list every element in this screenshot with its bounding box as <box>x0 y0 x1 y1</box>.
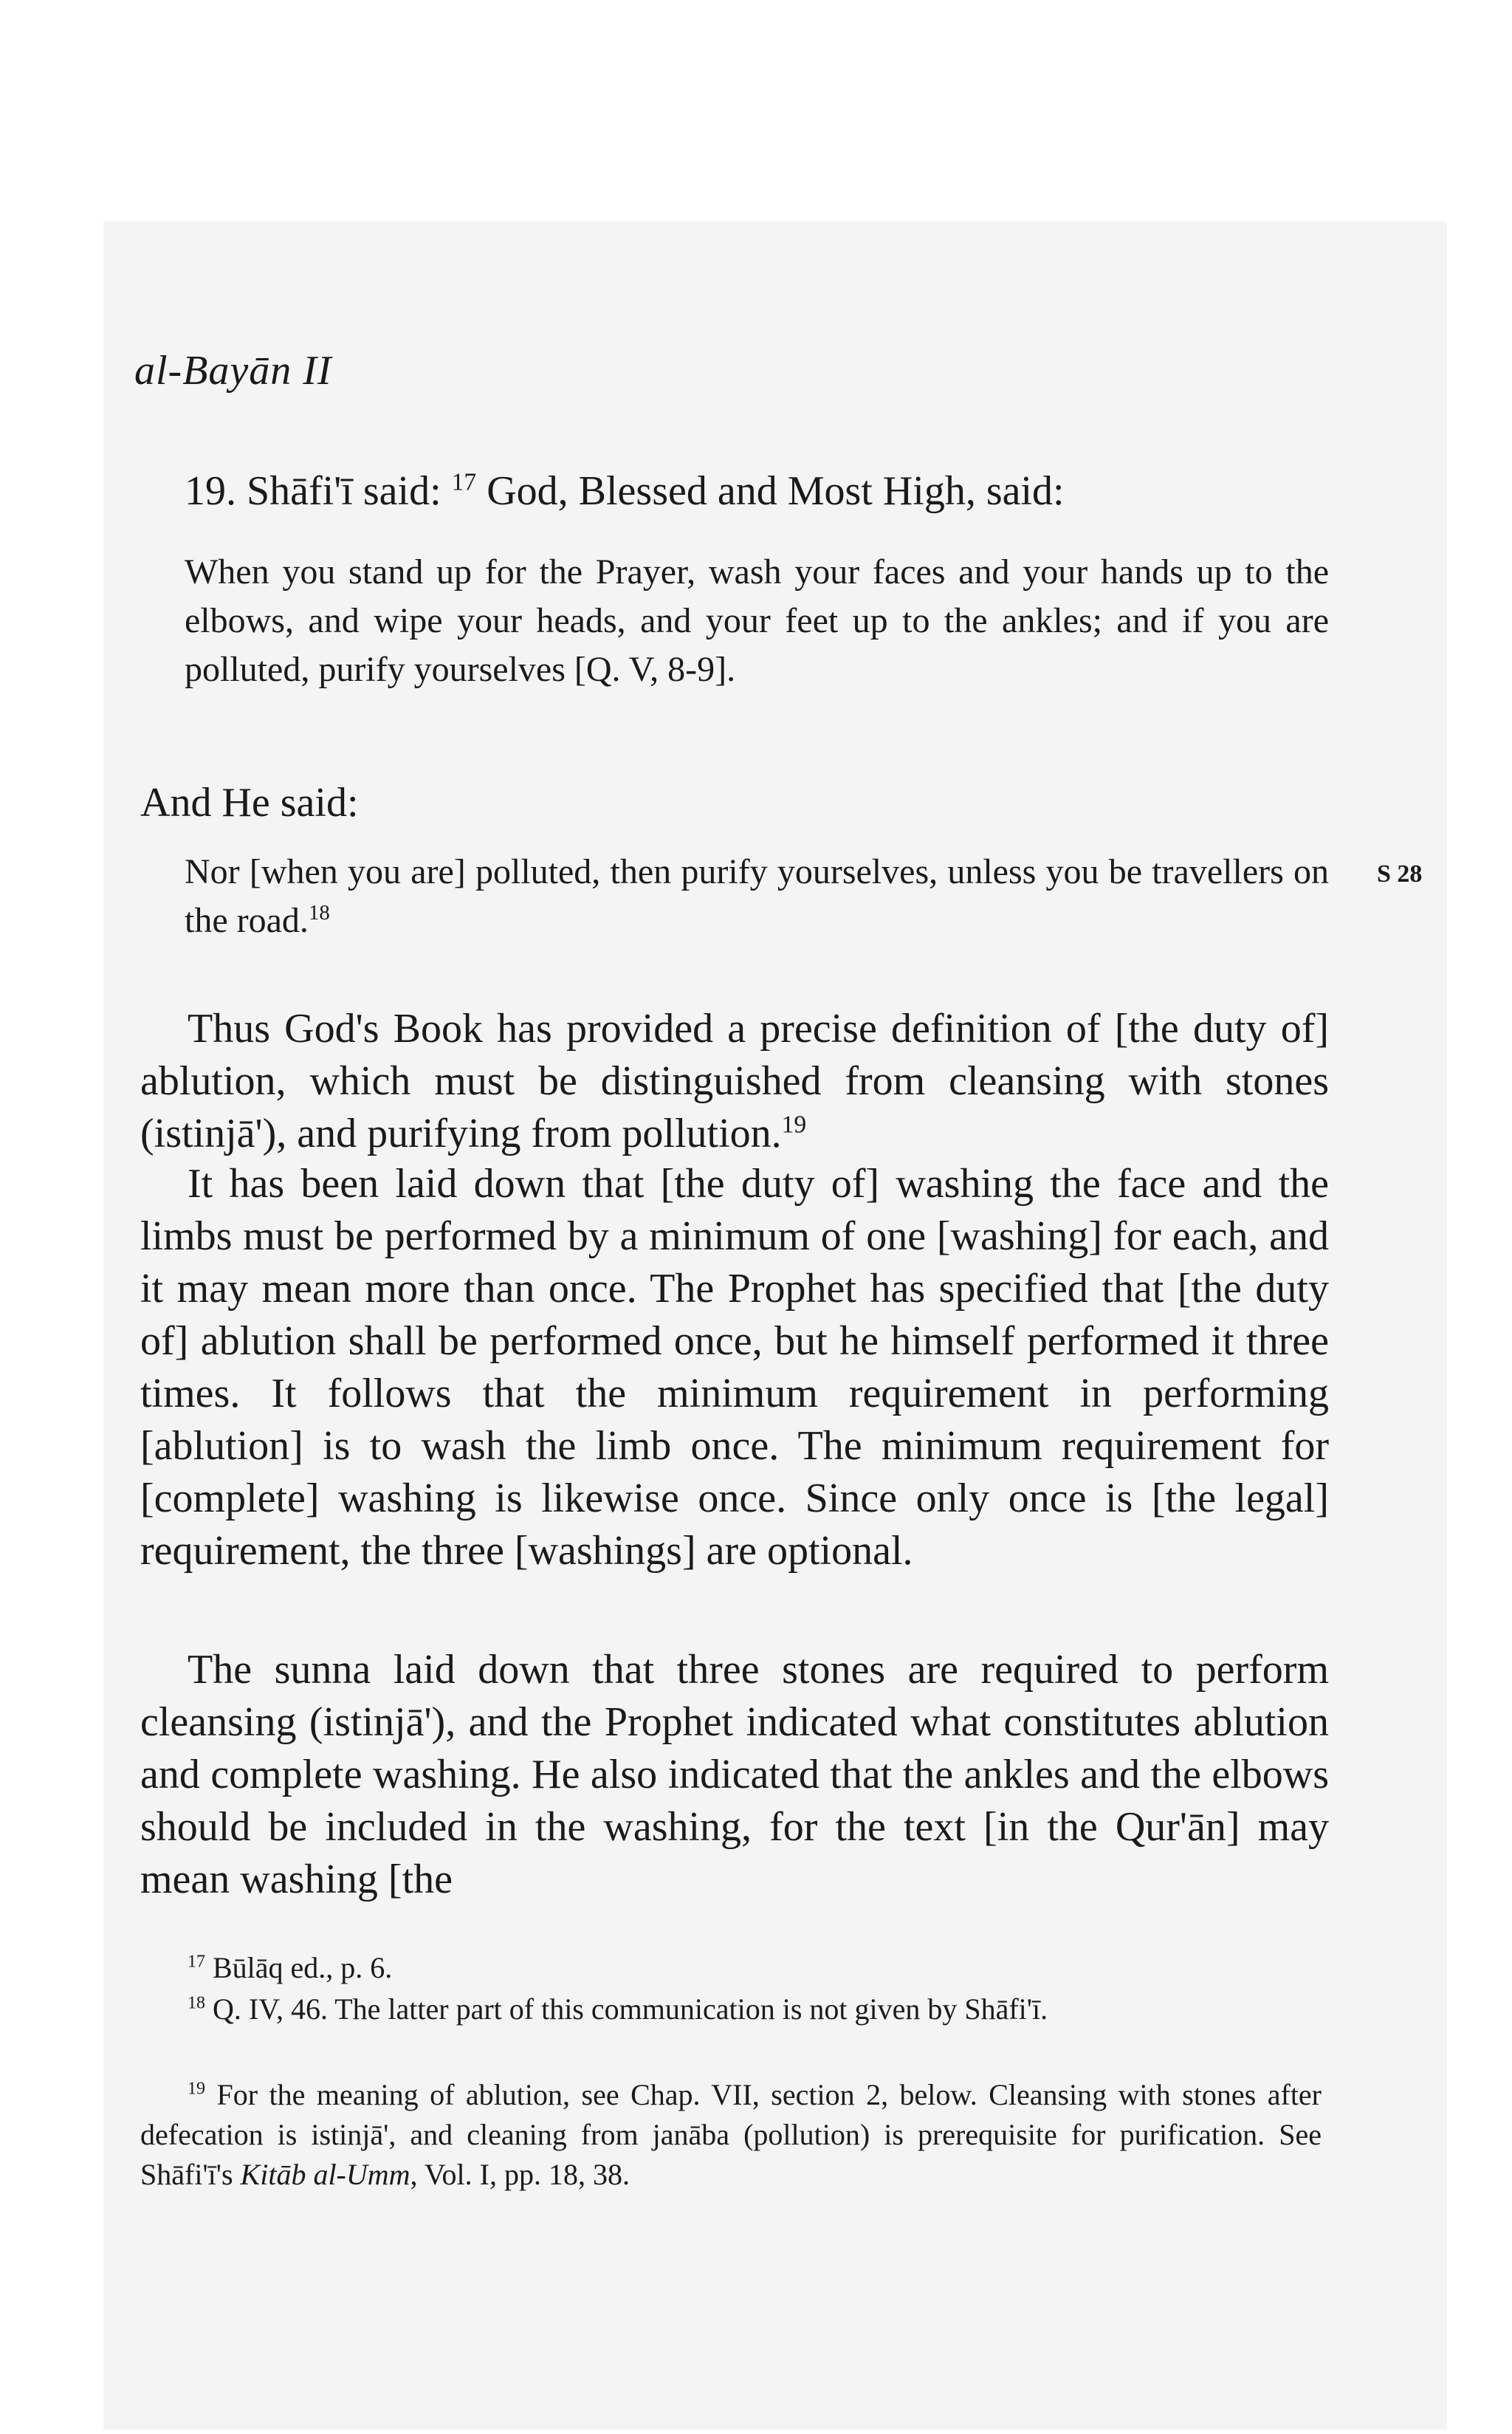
section-lead <box>185 465 1065 518</box>
footnote-ref-19: 19 <box>781 1111 807 1139</box>
footnote-text-end: , Vol. I, pp. 18, 38. <box>410 2158 630 2191</box>
footnote-17 <box>140 1948 1322 1988</box>
quotation-1: When you stand up for the Prayer, wash your faces and your hands up to the elbows, and wipe your heads, and your feet up to the ankles; and if you are polluted, purify yourselves [Q. V, 8-9]. <box>185 552 1329 689</box>
footnote-ref-18: 18 <box>308 901 330 925</box>
footnote-text: Q. IV, 46. The latter part of this communication is not given by Shāfi'ī. <box>213 1992 1048 2026</box>
footnote-number: 18 <box>188 1993 205 2013</box>
section-lead-text: Shāfi'ī said: <box>247 468 441 514</box>
body-paragraph-1-text: Thus God's Book has provided a precise definition of [the duty of] ablution, which must be distinguished from cleansing with stones (istinjā'), and purifying from pollution. <box>140 1006 1329 1156</box>
quotation-2-text: Nor [when you are] polluted, then purify yourselves, unless you be travellers on the road. <box>185 852 1329 940</box>
and-he-said: And He said: <box>140 780 359 826</box>
book-title: Kitāb al-Umm <box>240 2158 410 2191</box>
margin-reference: S 28 <box>1377 860 1423 888</box>
footnote-number: 19 <box>188 2079 205 2099</box>
section-number: 19. <box>185 468 236 514</box>
body-paragraph-2: It has been laid down that [the duty of] washing the face and the limbs must be performed by a minimum of one [washing] for each, and it may mean more than once. The Prophet has specified that [the duty of] ablution shall be performed once, but he himself performed it three times. It follows that the minimum requirement in performing [ablution] is to wash the limb once. The minimum requirement for [complete] washing is likewise once. Since only once is [the legal] requirement, the three [washings] are optional. <box>140 1161 1329 1574</box>
footnote-text: Būlāq ed., p. 6. <box>213 1951 393 1984</box>
footnote-18 <box>140 1989 1322 2029</box>
footnote-ref-17: 17 <box>451 468 477 496</box>
body-paragraph-1 <box>140 1003 1329 1160</box>
footnote-number: 17 <box>188 1952 205 1972</box>
footnote-text: For the meaning of ablution, see Chap. VII, section 2, below. Cleansing with stones after defecation is istinjā', and cleaning from janāba (pollution) is prerequisite for purification. See Shāfi'ī's <box>140 2078 1322 2191</box>
quotation-2 <box>185 848 1329 945</box>
section-lead-rest: God, Blessed and Most High, said: <box>487 468 1065 514</box>
body-paragraph-3: The sunna laid down that three stones are required to perform cleansing (istinjā'), and the Prophet indicated what constitutes ablution and complete washing. He also indicated that the ankles and the elbows should be included in the washing, for the text [in the Qur'ān] may mean washing [the <box>140 1647 1329 1902</box>
footnote-19 <box>140 2075 1322 2195</box>
running-head: al-Bayān II <box>134 348 332 394</box>
